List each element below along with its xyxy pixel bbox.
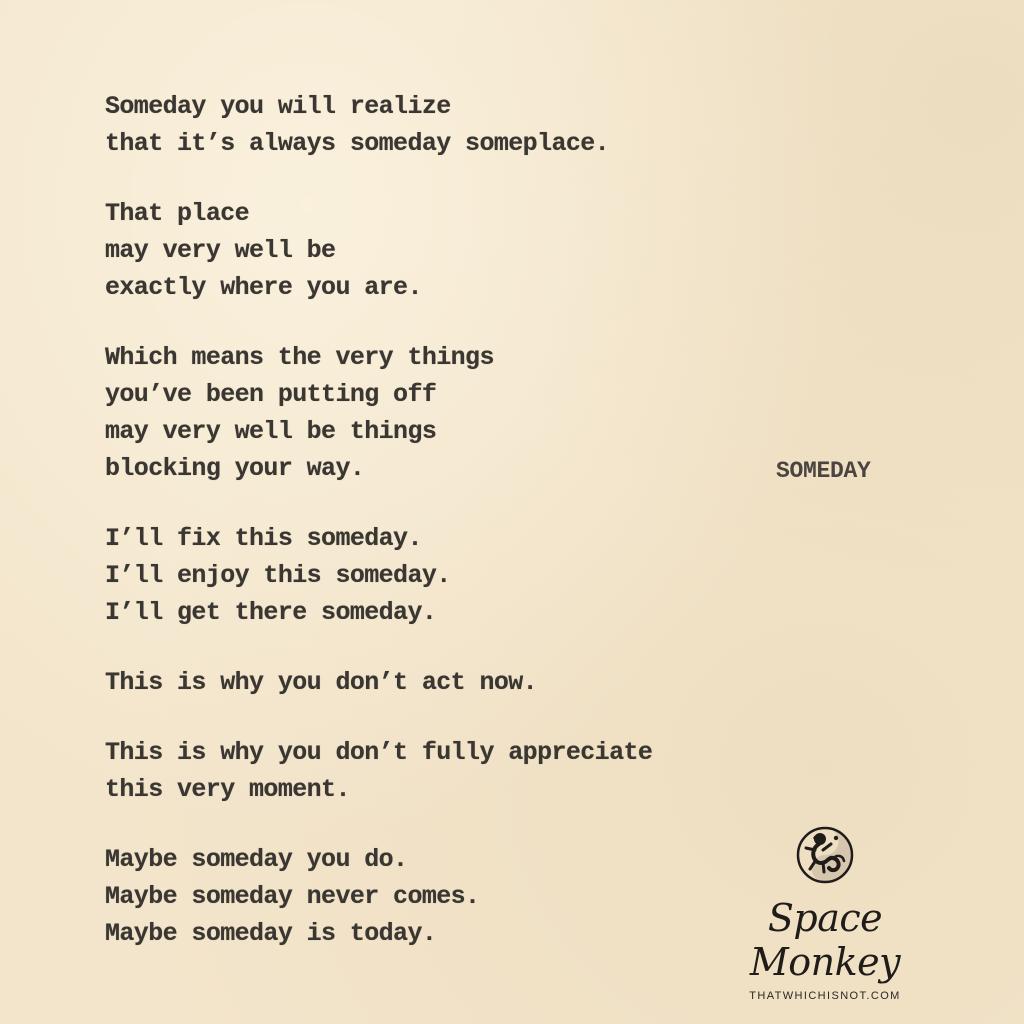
poem-line: Which means the very things bbox=[105, 343, 494, 372]
poem-stanza-5 bbox=[105, 664, 745, 701]
poem-stanza-4 bbox=[105, 520, 745, 631]
poem-line: Maybe someday is today. bbox=[105, 919, 437, 948]
brand-name: Space Monkey bbox=[749, 896, 901, 984]
poem-stanza-1 bbox=[105, 88, 745, 162]
space-monkey-logo bbox=[690, 820, 960, 1002]
poem-line: Maybe someday never comes. bbox=[105, 882, 480, 911]
poem-title: SOMEDAY bbox=[776, 458, 871, 484]
poem-line: This is why you don’t fully appreciate bbox=[105, 738, 653, 767]
poem-line: this very moment. bbox=[105, 775, 350, 804]
poem-line: This is why you don’t act now. bbox=[105, 668, 538, 697]
poem-stanza-6 bbox=[105, 734, 745, 808]
poem-line: Maybe someday you do. bbox=[105, 845, 408, 874]
poem-stanza-2 bbox=[105, 195, 745, 306]
poem-line: you’ve been putting off bbox=[105, 380, 437, 409]
poem-line: blocking your way. bbox=[105, 454, 365, 483]
poem-line: may very well be things bbox=[105, 417, 437, 446]
poem bbox=[105, 88, 745, 985]
poem-line: That place bbox=[105, 199, 250, 228]
brand-url: THATWHICHISNOT.COM bbox=[749, 990, 901, 1002]
poem-stanza-3 bbox=[105, 339, 745, 487]
poem-line: I’ll enjoy this someday. bbox=[105, 561, 451, 590]
poem-line: exactly where you are. bbox=[105, 273, 422, 302]
poem-stanza-7 bbox=[105, 841, 745, 952]
poem-line: I’ll fix this someday. bbox=[105, 524, 422, 553]
poem-line: Someday you will realize bbox=[105, 92, 451, 121]
poem-line: I’ll get there someday. bbox=[105, 598, 437, 627]
poem-line: that it’s always someday someplace. bbox=[105, 129, 610, 158]
poem-line: may very well be bbox=[105, 236, 336, 265]
space-monkey-emblem-icon bbox=[790, 820, 860, 890]
